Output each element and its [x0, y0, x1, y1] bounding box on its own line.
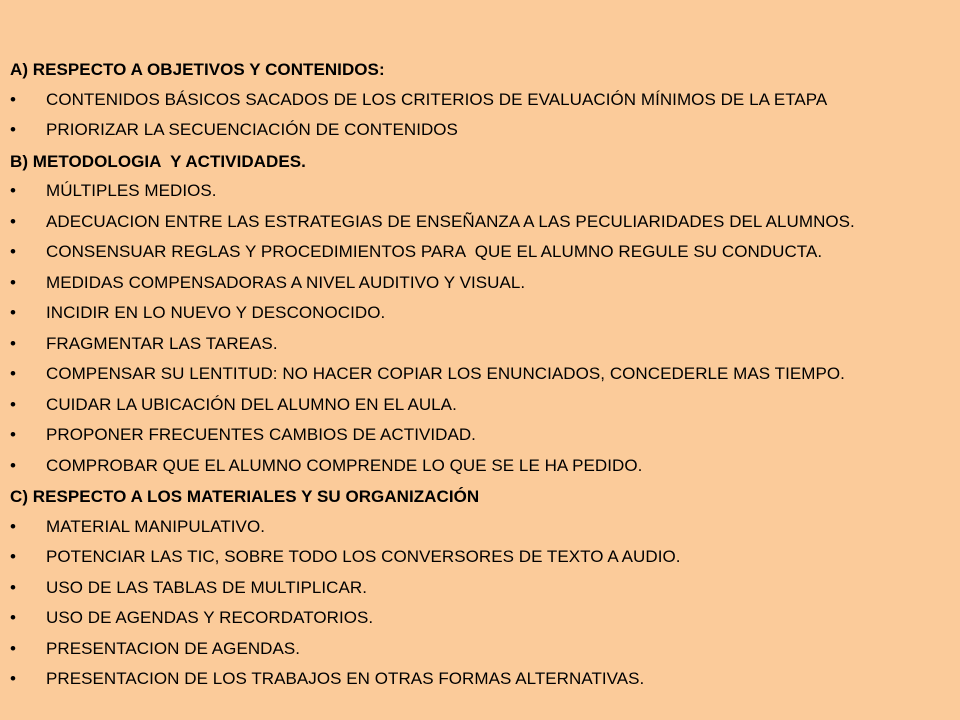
list-item	[10, 90, 950, 110]
bullet-icon: •	[10, 211, 17, 231]
bullet-icon: •	[10, 516, 17, 536]
list-item-text: COMPROBAR QUE EL ALUMNO COMPRENDE LO QUE SE LE HA PEDIDO.	[46, 455, 643, 475]
list-item-text: USO DE LAS TABLAS DE MULTIPLICAR.	[46, 577, 367, 597]
list-item	[10, 181, 950, 201]
list-item-text: MEDIDAS COMPENSADORAS A NIVEL AUDITIVO Y VISUAL.	[46, 272, 526, 292]
list-item	[10, 517, 950, 537]
list-item-text: PROPONER FRECUENTES CAMBIOS DE ACTIVIDAD.	[46, 425, 476, 444]
bullet-icon: •	[10, 120, 17, 139]
bullet-icon: •	[10, 272, 17, 292]
list-item	[10, 669, 950, 689]
list-item-text: CUIDAR LA UBICACIÓN DEL ALUMNO EN EL AULA.	[46, 394, 457, 414]
list-item-text: USO DE AGENDAS Y RECORDATORIOS.	[46, 608, 374, 627]
bullet-icon: •	[10, 394, 17, 414]
bullet-list	[10, 90, 950, 140]
list-item-text: FRAGMENTAR LAS TAREAS.	[46, 333, 278, 353]
bullet-list	[10, 181, 950, 475]
list-item-text: POTENCIAR LAS TIC, SOBRE TODO LOS CONVERSORES DE TEXTO A AUDIO.	[46, 547, 681, 566]
list-item	[10, 242, 950, 262]
list-item-text: ADECUACION ENTRE LAS ESTRATEGIAS DE ENSEÑANZA A LAS PECULIARIDADES DEL ALUMNOS.	[46, 211, 855, 231]
bullet-icon: •	[10, 333, 17, 353]
list-item	[10, 547, 950, 567]
bullet-icon: •	[10, 242, 17, 261]
list-item	[10, 395, 950, 415]
list-item	[10, 303, 950, 323]
list-item	[10, 425, 950, 445]
bullet-icon: •	[10, 425, 17, 444]
bullet-icon: •	[10, 669, 17, 688]
list-item	[10, 608, 950, 628]
section-materiales-organizacion	[10, 486, 950, 689]
bullet-list	[10, 517, 950, 689]
section-objetivos-contenidos	[10, 59, 950, 140]
section-heading: C) RESPECTO A LOS MATERIALES Y SU ORGANIZACIÓN	[10, 487, 480, 506]
list-item	[10, 578, 950, 598]
list-item	[10, 639, 950, 659]
bullet-icon: •	[10, 181, 17, 200]
list-item	[10, 364, 950, 384]
list-item	[10, 120, 950, 140]
list-item-text: PRESENTACION DE AGENDAS.	[46, 638, 301, 658]
slide-content	[10, 59, 950, 700]
list-item-text: INCIDIR EN LO NUEVO Y DESCONOCIDO.	[46, 303, 386, 322]
list-item	[10, 334, 950, 354]
list-item	[10, 456, 950, 476]
bullet-icon: •	[10, 547, 17, 566]
list-item-text: MATERIAL MANIPULATIVO.	[46, 516, 265, 536]
bullet-icon: •	[10, 608, 17, 627]
section-heading: A) RESPECTO A OBJETIVOS Y CONTENIDOS:	[10, 60, 385, 79]
bullet-icon: •	[10, 303, 17, 322]
bullet-icon: •	[10, 89, 17, 109]
bullet-icon: •	[10, 577, 17, 597]
list-item	[10, 273, 950, 293]
section-metodologia-actividades	[10, 151, 950, 476]
section-heading: B) METODOLOGIA Y ACTIVIDADES.	[10, 151, 306, 171]
list-item-text: CONSENSUAR REGLAS Y PROCEDIMIENTOS PARA QUE EL ALUMNO REGULE SU CONDUCTA.	[46, 242, 823, 261]
bullet-icon: •	[10, 455, 17, 475]
list-item-text: MÚLTIPLES MEDIOS.	[46, 181, 217, 200]
bullet-icon: •	[10, 638, 17, 658]
list-item-text: PRIORIZAR LA SECUENCIACIÓN DE CONTENIDOS	[46, 120, 458, 139]
bullet-icon: •	[10, 364, 17, 383]
list-item-text: CONTENIDOS BÁSICOS SACADOS DE LOS CRITERIOS DE EVALUACIÓN MÍNIMOS DE LA ETAPA	[46, 89, 828, 109]
list-item	[10, 212, 950, 232]
list-item-text: COMPENSAR SU LENTITUD: NO HACER COPIAR LOS ENUNCIADOS, CONCEDERLE MAS TIEMPO.	[46, 364, 845, 383]
list-item-text: PRESENTACION DE LOS TRABAJOS EN OTRAS FORMAS ALTERNATIVAS.	[46, 669, 645, 688]
